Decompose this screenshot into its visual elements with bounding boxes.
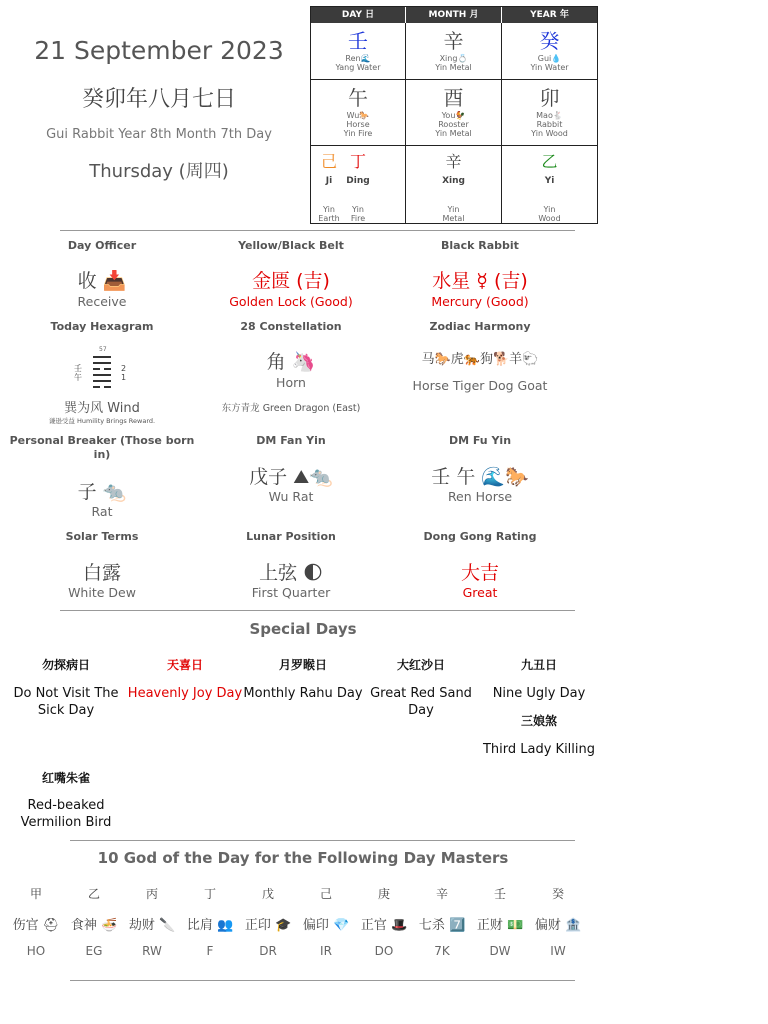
hexagram-num-top: 2 — [121, 364, 127, 373]
solar-terms-value: 白露 — [82, 562, 121, 584]
month-stem-char: 辛 — [443, 29, 464, 53]
fu-yin-value: 壬 午 🌊🐎 — [431, 466, 529, 488]
ten-god-stem: 壬 — [493, 887, 506, 901]
ten-god-code: EG — [85, 944, 103, 958]
ten-god-stem: 甲 — [29, 887, 42, 901]
ten-god-stem: 癸 — [551, 887, 564, 901]
constellation-subtitle: 东方青龙 Green Dragon (East) — [221, 403, 361, 414]
fan-yin-value: 戊子 ⛰🐀 — [249, 466, 333, 488]
day-branch-desc: Yin Fire — [343, 129, 373, 138]
month-branch-char: 酉 — [443, 86, 464, 110]
ten-god-code: DO — [374, 944, 394, 958]
special-day-en: Great Red Sand Day — [370, 686, 472, 718]
lunar-position-label: Lunar Position — [246, 530, 336, 543]
year-stem-name: Gui — [537, 54, 552, 63]
day-hidden-a-char: 己 — [320, 152, 337, 171]
ten-god-code: DR — [259, 944, 277, 958]
year-branch-name: Mao — [536, 111, 553, 120]
day-branch-cell — [311, 80, 406, 146]
belt-english: Golden Lock (Good) — [229, 294, 353, 309]
special-day-en: Nine Ugly Day — [492, 686, 586, 701]
date-title: 21 September 2023 — [34, 36, 284, 65]
ten-god-code: 7K — [434, 944, 450, 958]
ten-god-code: F — [206, 944, 214, 958]
month-hidden-yin: Yin — [447, 205, 460, 214]
fu-yin-label: DM Fu Yin — [448, 434, 512, 447]
divider — [70, 980, 575, 981]
fan-yin-english: Wu Rat — [268, 489, 314, 504]
rabbit-icon: 🐇 — [552, 111, 563, 120]
hexagram-name: 巽为风 Wind — [64, 401, 140, 416]
ten-god-code: RW — [142, 944, 162, 958]
pillar-header-day: DAY 日 — [311, 7, 405, 23]
ten-god-name: 食神 🍜 — [70, 918, 118, 933]
special-day-en: Monthly Rahu Day — [243, 686, 363, 701]
ten-god-name: 七杀 7️⃣ — [418, 918, 466, 933]
hexagram-number: 57 — [99, 346, 107, 353]
month-branch-cell — [406, 80, 502, 146]
special-day-en: Do Not Visit The Sick Day — [13, 686, 119, 718]
divider — [60, 230, 575, 231]
special-day-cn: 九丑日 — [520, 658, 557, 672]
zodiac-harmony-english: Horse Tiger Dog Goat — [412, 378, 548, 393]
ten-god-name: 比肩 👥 — [186, 918, 234, 933]
breaker-label: Personal Breaker (Those born in) — [9, 434, 195, 461]
divider — [60, 610, 575, 611]
ten-god-stem: 庚 — [377, 887, 390, 901]
black-rabbit-english: Mercury (Good) — [431, 294, 529, 309]
fu-yin-english: Ren Horse — [447, 489, 513, 504]
special-day-cn: 天喜日 — [166, 658, 203, 672]
month-hidden-char: 辛 — [445, 152, 462, 171]
dong-gong-value: 大吉 — [460, 562, 499, 584]
year-branch-cell — [502, 80, 597, 146]
day-officer-label: Day Officer — [67, 239, 137, 252]
day-hidden-cell — [311, 146, 406, 223]
pillar-header-year: YEAR 年 — [502, 7, 597, 23]
day-officer-value: 收 📥 — [77, 270, 127, 292]
year-hidden-element: Wood — [538, 214, 561, 223]
ten-god-name: 劫财 🔪 — [128, 918, 176, 933]
hexagram-symbol — [66, 346, 136, 392]
year-stem-cell — [502, 23, 597, 80]
ten-god-name: 偏财 🏦 — [534, 918, 582, 933]
breaker-english: Rat — [91, 504, 113, 519]
ten-god-code: DW — [489, 944, 511, 958]
ten-god-name: 正财 💵 — [476, 918, 524, 933]
special-day-cn: 勿探病日 — [41, 658, 90, 672]
lunar-position-english: First Quarter — [251, 585, 331, 600]
hexagram-side-bottom: 午 — [74, 373, 82, 382]
special-day-cn: 三娘煞 — [520, 714, 557, 728]
year-branch-desc: Yin Wood — [531, 129, 568, 138]
year-hidden-name: Yi — [544, 176, 555, 186]
dong-gong-label: Dong Gong Rating — [423, 530, 537, 543]
month-branch-name: You — [441, 111, 456, 120]
year-hidden-char: 乙 — [541, 152, 558, 171]
ten-god-name: 伤官 ⛑ — [12, 918, 60, 933]
month-hidden-cell — [406, 146, 502, 223]
day-hidden-a-name: Ji — [325, 176, 333, 186]
lunar-date-chinese: 癸卯年八月七日 — [81, 87, 236, 112]
constellation-label: 28 Constellation — [240, 320, 342, 333]
day-stem-name: Ren — [345, 54, 361, 63]
day-hidden-b-name: Ding — [346, 176, 370, 186]
special-day-cn: 红嘴朱雀 — [41, 771, 90, 785]
day-hidden-b-char: 丁 — [349, 152, 366, 171]
year-branch-animal: Rabbit — [536, 120, 563, 129]
ten-god-stem: 丙 — [145, 887, 158, 901]
day-officer-english: Receive — [77, 294, 127, 309]
month-stem-name: Xing — [439, 54, 458, 63]
year-hidden-yin: Yin — [543, 205, 556, 214]
ten-god-stem: 辛 — [435, 887, 448, 901]
ten-gods-title: 10 God of the Day for the Following Day Masters — [97, 849, 509, 867]
breaker-value: 子 🐀 — [77, 481, 127, 503]
ten-god-name: 偏印 💎 — [302, 918, 350, 933]
day-stem-desc: Yang Water — [335, 63, 381, 72]
special-day-cn: 大红沙日 — [396, 658, 445, 672]
hexagram-lines — [93, 356, 111, 388]
constellation-english: Horn — [276, 375, 306, 390]
droplet-icon: 💧 — [551, 54, 562, 63]
month-branch-desc: Yin Metal — [435, 129, 472, 138]
month-hidden-element: Metal — [442, 214, 465, 223]
ten-god-stem: 丁 — [203, 887, 216, 901]
special-day-en: Third Lady Killing — [482, 742, 596, 757]
belt-label: Yellow/Black Belt — [238, 239, 344, 252]
special-day-en: Red-beaked Vermilion Bird — [20, 798, 112, 830]
ten-god-code: IR — [320, 944, 332, 958]
pillars-table — [310, 6, 598, 224]
solar-terms-english: White Dew — [68, 585, 136, 600]
special-day-cn: 月罗睺日 — [278, 658, 327, 672]
hexagram-side-top: 壬 — [74, 364, 82, 373]
belt-value: 金匮 (吉) — [252, 270, 330, 292]
horse-icon: 🐎 — [359, 111, 370, 120]
hexagram-subtitle: 谦逊受益 Humility Brings Reward. — [48, 417, 156, 425]
constellation-value: 角 🦄 — [266, 351, 316, 373]
lunar-date-english: Gui Rabbit Year 8th Month 7th Day — [46, 127, 272, 142]
month-stem-desc: Yin Metal — [435, 63, 472, 72]
day-branch-animal: Horse — [346, 120, 370, 129]
month-hidden-name: Xing — [442, 176, 465, 186]
solar-terms-label: Solar Terms — [65, 530, 139, 543]
water-icon: 🌊 — [360, 54, 371, 63]
day-stem-char: 壬 — [348, 29, 368, 53]
day-hidden-b-yin: Yin — [352, 205, 364, 214]
ten-god-stem: 戊 — [261, 887, 274, 901]
divider — [70, 840, 575, 841]
day-stem-cell — [311, 23, 406, 80]
ten-god-code: HO — [26, 944, 46, 958]
year-branch-char: 卯 — [539, 86, 560, 110]
hexagram-num-bottom: 1 — [121, 373, 127, 382]
ten-god-stem: 己 — [319, 887, 332, 901]
zodiac-harmony-label: Zodiac Harmony — [429, 320, 531, 333]
year-stem-desc: Yin Water — [530, 63, 569, 72]
special-days-title: Special Days — [249, 620, 357, 638]
month-branch-animal: Rooster — [438, 120, 469, 129]
day-hidden-b-element: Fire — [350, 214, 366, 223]
day-hidden-a-yin: Yin — [323, 205, 335, 214]
dong-gong-english: Great — [462, 585, 498, 600]
day-branch-name: Wu — [346, 111, 360, 120]
year-stem-char: 癸 — [539, 29, 560, 53]
ten-god-name: 正官 🎩 — [360, 918, 408, 933]
hexagram-label: Today Hexagram — [50, 320, 154, 333]
black-rabbit-label: Black Rabbit — [441, 239, 519, 252]
fan-yin-label: DM Fan Yin — [256, 434, 326, 447]
zodiac-harmony-value: 马🐎虎🐅狗🐕羊🐑 — [421, 352, 539, 367]
day-hidden-a-element: Earth — [318, 214, 340, 223]
black-rabbit-value: 水星 ☿ (吉) — [432, 270, 528, 292]
ten-god-stem: 乙 — [87, 887, 100, 901]
ten-god-code: IW — [550, 944, 566, 958]
year-hidden-cell — [502, 146, 597, 223]
special-day-en: Heavenly Joy Day — [127, 686, 243, 701]
weekday: Thursday (周四) — [89, 161, 229, 182]
ring-icon: 💍 — [457, 54, 468, 63]
ten-god-name: 正印 🎓 — [244, 918, 292, 933]
rooster-icon: 🐓 — [455, 111, 466, 120]
lunar-position-value: 上弦 🌓 — [259, 562, 323, 584]
day-branch-char: 午 — [348, 86, 368, 110]
month-stem-cell — [406, 23, 502, 80]
pillar-header-month: MONTH 月 — [406, 7, 501, 23]
